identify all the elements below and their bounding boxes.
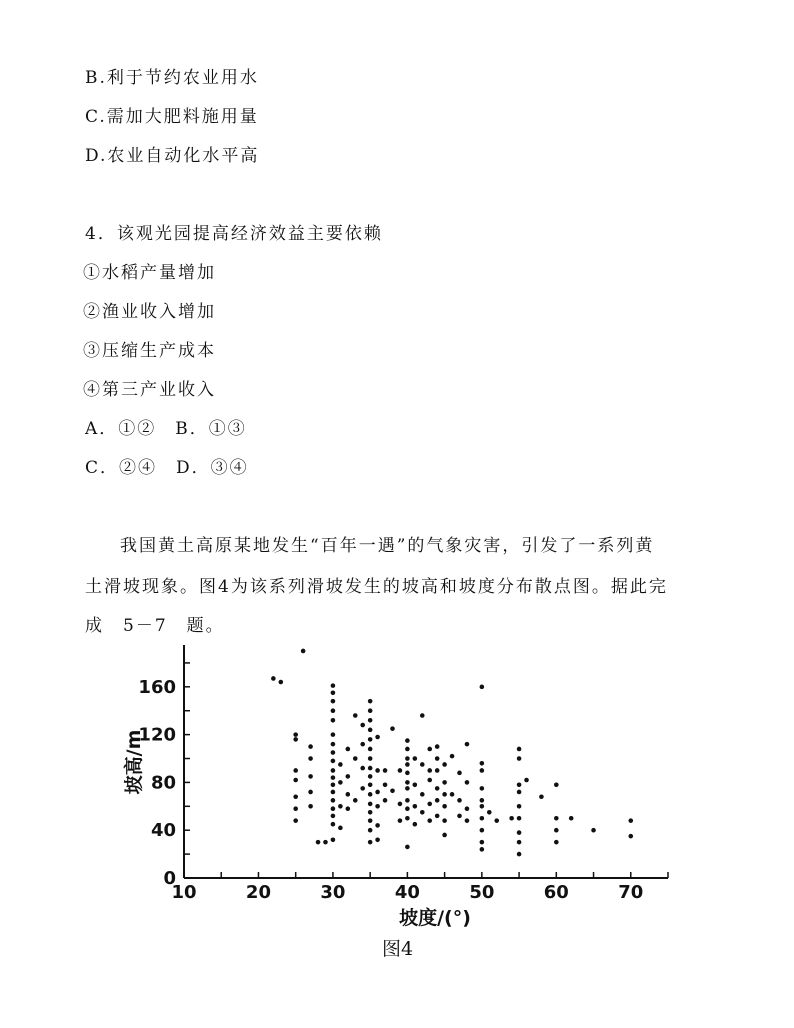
data-point [338,804,343,809]
data-point [293,768,298,773]
passage-line-1: 我国黄土高原某地发生“百年一遇”的气象灾害，引发了一系列黄 [120,536,655,556]
data-point [353,713,358,718]
data-point [331,837,336,842]
y-tick-label: 40 [150,820,176,842]
data-point [413,783,418,788]
data-point [517,756,522,761]
data-point [465,818,470,823]
y-axis-label: 坡高/m [123,729,145,795]
q3-option-c: C.需加大肥料施用量 [85,107,259,127]
data-point [509,816,514,821]
data-point [368,783,373,788]
data-point [427,818,432,823]
data-point [331,783,336,788]
data-point [338,826,343,831]
data-point [435,756,440,761]
data-point [450,754,455,759]
data-point [457,771,462,776]
q3-option-d: D.农业自动化水平高 [85,146,260,166]
data-point [480,768,485,773]
data-point [398,818,403,823]
data-point [368,840,373,845]
data-point [375,768,380,773]
data-point [480,761,485,766]
data-point [293,794,298,799]
data-point [517,830,522,835]
data-point [346,774,351,779]
data-point [405,845,410,850]
data-point [480,798,485,803]
data-point [338,780,343,785]
data-point [494,818,499,823]
data-point [480,840,485,845]
data-point [517,816,522,821]
q3-option-b: B.利于节约农业用水 [85,68,259,88]
data-point [480,847,485,852]
data-point [569,816,574,821]
data-point [331,708,336,713]
data-point [308,744,313,749]
data-point [435,798,440,803]
data-point [331,806,336,811]
data-point [405,762,410,767]
x-tick-label: 40 [394,882,420,903]
data-point [427,747,432,752]
data-point [517,852,522,857]
data-point [360,723,365,728]
data-point [375,804,380,809]
data-point [554,783,559,788]
data-point [308,790,313,795]
data-point [480,786,485,791]
data-point [331,750,336,755]
data-point [383,768,388,773]
data-point [368,747,373,752]
data-point [368,737,373,742]
data-point [405,786,410,791]
data-point [353,756,358,761]
data-point [517,804,522,809]
data-point [517,747,522,752]
data-point [554,840,559,845]
data-point [405,747,410,752]
data-point [435,768,440,773]
data-point [405,756,410,761]
data-point [368,810,373,815]
data-point [554,828,559,833]
x-tick-label: 10 [171,882,197,903]
data-point [308,756,313,761]
data-point [368,718,373,723]
data-point [323,840,328,845]
q4-item-2: ②渔业收入增加 [83,302,216,322]
data-point [368,774,373,779]
data-point [405,780,410,785]
data-point [293,818,298,823]
data-point [368,766,373,771]
data-point [279,680,284,685]
data-point [368,802,373,807]
q4-item-3: ③压缩生产成本 [83,341,216,361]
data-point [405,771,410,776]
data-point [427,802,432,807]
data-point [331,768,336,773]
data-point [480,828,485,833]
data-point [331,699,336,704]
data-point [442,818,447,823]
data-point [346,792,351,797]
data-point [316,840,321,845]
data-point [442,762,447,767]
x-tick-label: 60 [543,882,569,903]
data-point [398,802,403,807]
data-point [368,728,373,733]
data-point [271,676,276,681]
data-point [331,759,336,764]
data-point [360,766,365,771]
data-point [368,708,373,713]
data-point [368,756,373,761]
data-point [331,742,336,747]
data-point [331,798,336,803]
data-point [331,732,336,737]
y-tick-label: 0 [163,868,176,889]
q4-choices-ab: A．①② B．①③ [85,419,247,439]
data-point [293,737,298,742]
data-point [442,792,447,797]
data-point [517,840,522,845]
data-point [450,792,455,797]
data-point [413,756,418,761]
data-point [331,718,336,723]
data-point [398,768,403,773]
data-point [368,792,373,797]
x-axis-label: 坡度/(°) [399,907,471,929]
data-point [442,780,447,785]
data-point [383,783,388,788]
data-point [480,685,485,690]
data-point [435,814,440,819]
data-point [338,762,343,767]
q4-choices-cd: C．②④ D．③④ [85,458,249,478]
data-point [420,713,425,718]
data-point [360,742,365,747]
data-point [331,790,336,795]
data-point [435,744,440,749]
data-point [301,649,306,654]
x-tick-label: 30 [320,882,346,903]
data-point [435,786,440,791]
data-point [465,742,470,747]
q4-item-4: ④第三产业收入 [83,380,216,400]
data-point [628,818,633,823]
data-point [487,810,492,815]
chart-axes [184,645,668,878]
data-point [465,806,470,811]
data-point [517,783,522,788]
data-point [375,735,380,740]
data-point [368,818,373,823]
y-tick-label: 160 [138,676,176,698]
passage-line-2: 土滑坡现象。图4为该系列滑坡发生的坡高和坡度分布散点图。据此完 [85,577,668,597]
data-point [346,747,351,752]
data-point [390,788,395,793]
data-point [413,804,418,809]
data-point [405,816,410,821]
data-point [383,798,388,803]
data-point [293,778,298,783]
data-point [390,726,395,731]
x-tick-label: 20 [245,882,271,903]
figure-caption: 图4 [382,938,414,960]
data-point [331,775,336,780]
data-point [628,834,633,839]
data-point [442,804,447,809]
data-point [405,738,410,743]
data-point [420,762,425,767]
data-point [375,823,380,828]
data-point [517,790,522,795]
y-tick-label: 80 [150,772,176,794]
data-point [308,804,313,809]
data-point [308,774,313,779]
data-point [331,683,336,688]
x-tick-label: 50 [469,882,495,903]
data-point [480,804,485,809]
data-point [413,822,418,827]
data-point [427,768,432,773]
data-point [524,778,529,783]
data-point [293,806,298,811]
data-point [360,786,365,791]
q4-stem: 4．该观光园提高经济效益主要依赖 [85,224,383,244]
data-point [293,732,298,737]
passage-line-3: 成 5－7 题。 [85,616,225,636]
data-point [405,798,410,803]
data-point [420,792,425,797]
data-point [331,822,336,827]
data-point [539,794,544,799]
data-point [554,816,559,821]
data-point [457,798,462,803]
data-point [480,816,485,821]
data-point [368,699,373,704]
data-point [442,833,447,838]
data-point [465,780,470,785]
data-point [405,806,410,811]
data-point [420,810,425,815]
chart-ticks [138,663,668,903]
data-point [375,790,380,795]
data-point [375,837,380,842]
data-point [591,828,596,833]
data-point [353,798,358,803]
chart-points [271,649,633,857]
data-point [346,806,351,811]
data-point [457,814,462,819]
data-point [331,690,336,695]
data-point [427,778,432,783]
data-point [331,814,336,819]
data-point [368,828,373,833]
x-tick-label: 70 [618,882,644,903]
q4-item-1: ①水稻产量增加 [83,263,216,283]
y-tick-label: 120 [138,724,176,746]
